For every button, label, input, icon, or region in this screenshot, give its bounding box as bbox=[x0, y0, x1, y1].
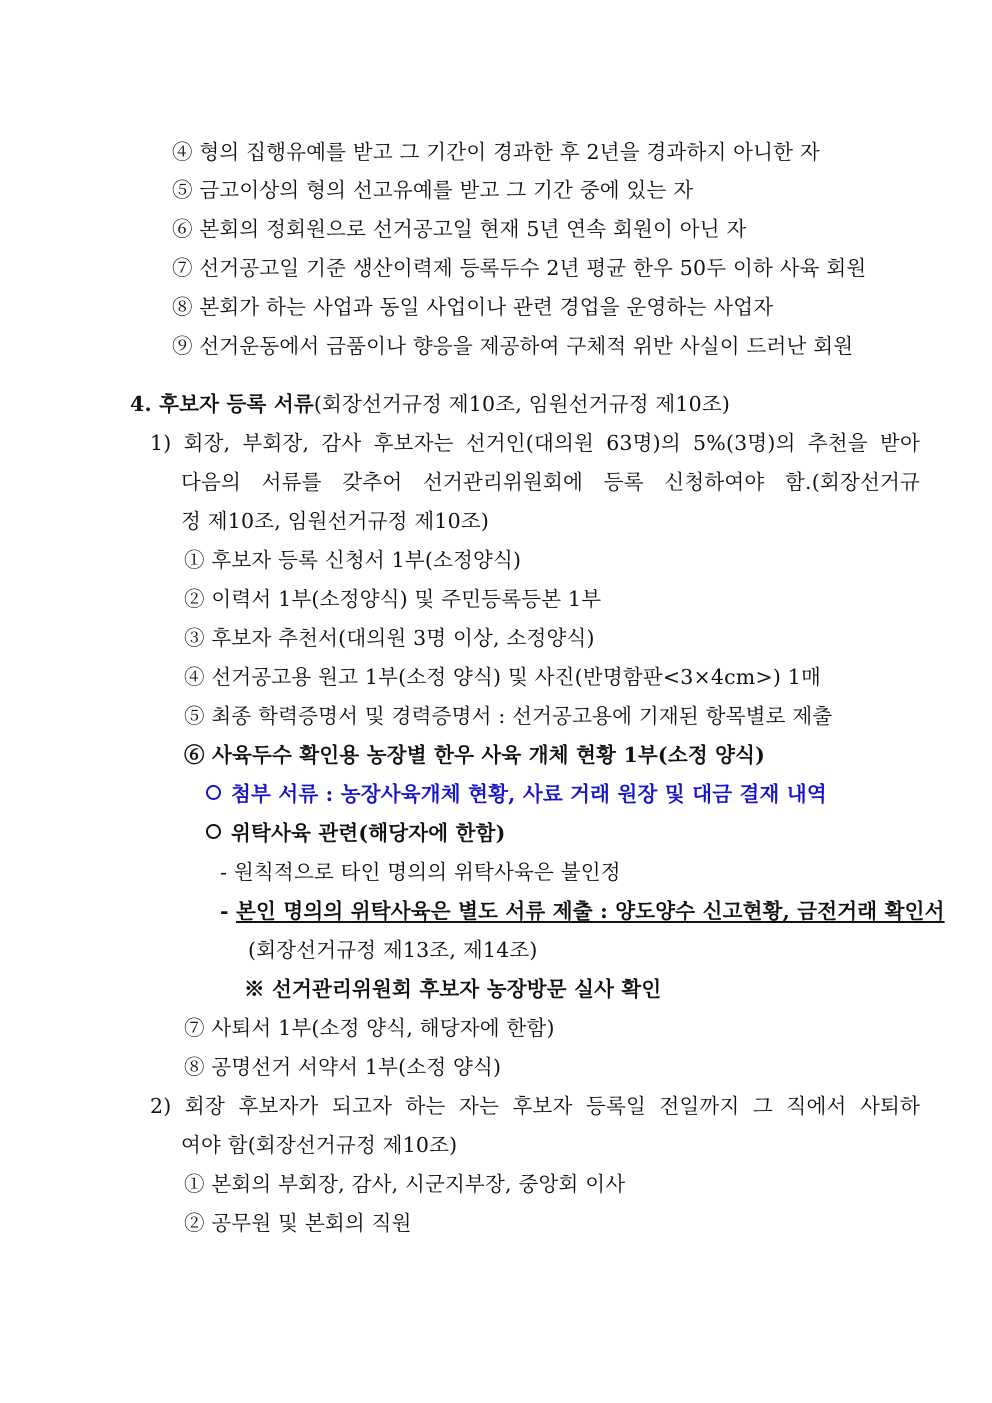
list-item: ⑦ 선거공고일 기준 생산이력제 등록두수 2년 평균 한우 50두 이하 사육 회원 bbox=[172, 256, 867, 280]
circle-bullet-icon bbox=[206, 785, 221, 800]
doc-item: ⑤ 최종 학력증명서 및 경력증명서 : 선거공고용에 기재된 항목별로 제출 bbox=[184, 704, 833, 728]
list-item: ⑧ 본회가 하는 사업과 동일 사업이나 관련 경업을 운영하는 사업자 bbox=[172, 295, 774, 319]
consign-text: 위탁사육 관련(해당자에 한함) bbox=[231, 821, 506, 845]
attachment-note bbox=[206, 781, 827, 807]
paragraph-line: 여야 함(회장선거규정 제10조) bbox=[181, 1133, 458, 1157]
doc-item: ④ 선거공고용 원고 1부(소정 양식) 및 사진(반명함판<3×4cm>) 1매 bbox=[184, 665, 821, 689]
section-heading bbox=[130, 391, 730, 417]
list-item: ④ 형의 집행유예를 받고 그 기간이 경과한 후 2년을 경과하지 아니한 자 bbox=[172, 140, 820, 164]
attachment-text: 첨부 서류 : 농장사육개체 현황, 사료 거래 원장 및 대금 결재 내역 bbox=[231, 782, 827, 806]
section-heading-ref: (회장선거규정 제10조, 임원선거규정 제10조) bbox=[313, 392, 731, 416]
section-heading-title: 4. 후보자 등록 서류 bbox=[130, 392, 314, 416]
list-item: ⑥ 본회의 정회원으로 선거공고일 현재 5년 연속 회원이 아닌 자 bbox=[172, 217, 747, 241]
circle-bullet-icon bbox=[206, 824, 221, 839]
dash-item: - 원칙적으로 타인 명의의 위탁사육은 불인정 bbox=[220, 860, 621, 884]
consign-heading bbox=[206, 820, 506, 846]
doc-item: ⑦ 사퇴서 1부(소정 양식, 해당자에 한함) bbox=[184, 1016, 555, 1040]
paragraph-line: 1) 회장, 부회장, 감사 후보자는 선거인(대의원 63명)의 5%(3명)의 추천을 받아 bbox=[150, 431, 920, 455]
paragraph-line: 정 제10조, 임원선거규정 제10조) bbox=[181, 509, 490, 533]
list-item: ⑤ 금고이상의 형의 선고유예를 받고 그 기간 중에 있는 자 bbox=[172, 178, 694, 202]
dash-marker: - bbox=[220, 899, 237, 923]
doc-item-highlight: ⑥ 사육두수 확인용 농장별 한우 사육 개체 현황 1부(소정 양식) bbox=[184, 743, 766, 767]
dash-text: 본인 명의의 위탁사육은 별도 서류 제출 : 양도양수 신고현황, 금전거래 확인서 bbox=[236, 899, 945, 923]
resign-item: ① 본회의 부회장, 감사, 시군지부장, 중앙회 이사 bbox=[184, 1172, 626, 1196]
doc-item: ① 후보자 등록 신청서 1부(소정양식) bbox=[184, 548, 522, 572]
resign-item: ② 공무원 및 본회의 직원 bbox=[184, 1211, 412, 1235]
doc-item: ③ 후보자 추천서(대의원 3명 이상, 소정양식) bbox=[184, 626, 595, 650]
dash-item-underlined bbox=[220, 898, 945, 924]
list-item: ⑨ 선거운동에서 금품이나 향응을 제공하여 구체적 위반 사실이 드러난 회원 bbox=[172, 334, 854, 358]
inspection-note: ※ 선거관리위원회 후보자 농장방문 실사 확인 bbox=[244, 977, 662, 1001]
paragraph-line: 2) 회장 후보자가 되고자 하는 자는 후보자 등록일 전일까지 그 직에서 사퇴하 bbox=[150, 1094, 920, 1118]
doc-item: ② 이력서 1부(소정양식) 및 주민등록등본 1부 bbox=[184, 587, 602, 611]
regulation-ref: (회장선거규정 제13조, 제14조) bbox=[248, 938, 538, 962]
doc-item: ⑧ 공명선거 서약서 1부(소정 양식) bbox=[184, 1055, 502, 1079]
paragraph-line: 다음의 서류를 갖추어 선거관리위원회에 등록 신청하여야 함.(회장선거규 bbox=[181, 470, 920, 494]
